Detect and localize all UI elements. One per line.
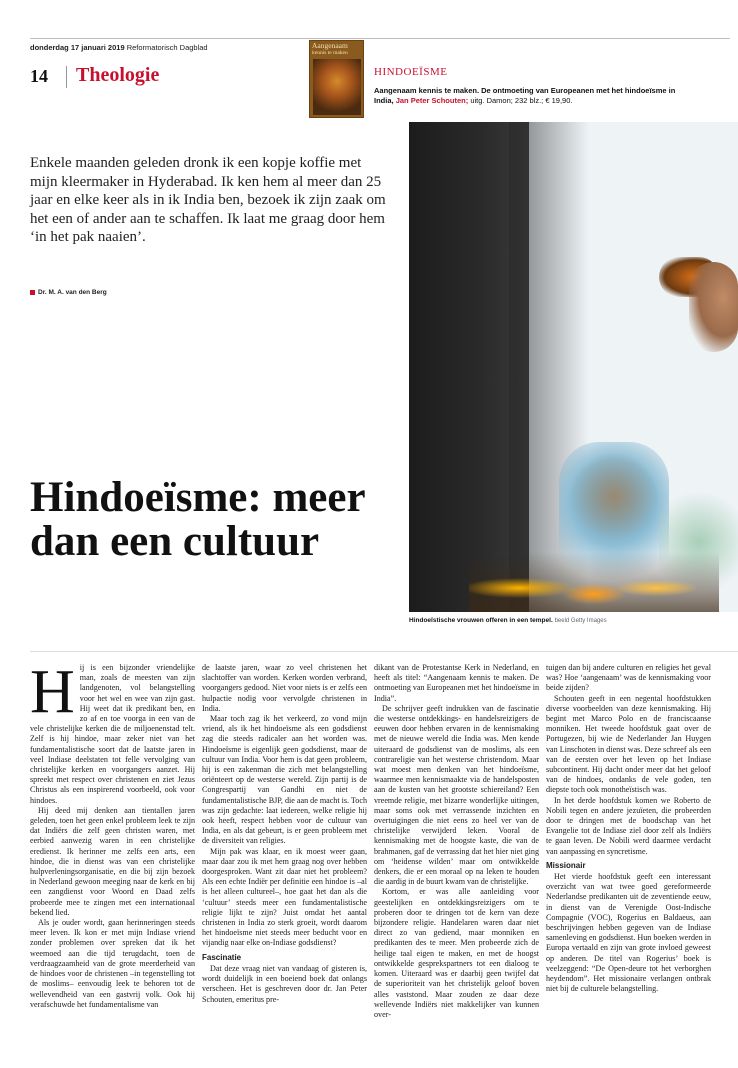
- top-rule: [30, 38, 730, 39]
- article-column-1: [30, 663, 195, 1063]
- paragraph: De schrijver geeft indrukken van de fascinatie die westerse ontdekkings- en handelsreizigers de eeuwen door hebben ervaren in de kennismaking met de nieuwe wereld die India was. Men kende uiteraard de godsdienst van de moslims, als een contrareligie van het westerse christendom. Maar wat moest men denken van het hindoeïsme, waarmee men kennismaakte via de handelsposten aan de kusten van het grootste schiereiland? Een vreemde religie, met bizarre wonderlijke uitingen, maar soms ook met verrassende inzichten en overtuigingen die niet eens zo heel ver van de christelijke verwijderd leken. Vooral de kennismaking met de hoogste kaste, die van de brahmanen, gaf de verrassing dat het hier niet ging om ‘heidense wilden’ maar om ontwikkelde denkers, die er een moraal op na leken te houden die aardig in de buurt kwam van de christelijke.: [374, 703, 539, 887]
- book-cover-subtitle: kennis te maken: [312, 50, 348, 56]
- photo-flames: [469, 552, 719, 612]
- article-column-2: [202, 663, 367, 1063]
- page-number: 14: [30, 66, 48, 86]
- article-rule: [30, 651, 738, 652]
- headline: Hindoeïsme: meer dan een cultuur: [30, 474, 365, 565]
- paragraph: dikant van de Protestantse Kerk in Nederland, en heeft als titel: “Aangenaam kennis te maken. De ontmoeting van Europeanen met het hindoeïsme in India”.: [374, 663, 539, 703]
- dateline: [30, 43, 208, 52]
- book-cover-title: Aangenaam: [312, 41, 348, 50]
- paragraph: Dat deze vraag niet van vandaag of gisteren is, wordt duidelijk in een boeiend boek dat onlangs verscheen. Het is geschreven door dr. Jan Peter Schouten, emeritus pre-: [202, 963, 367, 1004]
- book-cover-art: [313, 59, 361, 115]
- book-author: Jan Peter Schouten;: [395, 96, 469, 105]
- paragraph: Hij deed mij denken aan tientallen jaren geleden, toen het geen enkel probleem leek te zijn dat Indiërs die zelf geen christen waren, met eerbied aanwezig waren in een christelijke eredienst. Ik herinner me zelfs een arts, een hindoe, die in dienst was van een christelijke hulpverleningsorganisatie, en die bij zijn bezoek in Nederland gewoon meeging naar de kerk en bij een zangdienst voor Woord en Daad zelfs probeerde mee te zingen met een internationaal bekend lied.: [30, 805, 195, 917]
- paragraph: In het derde hoofdstuk komen we Roberto de Nobili tegen en andere jezuïeten, die probeerden door te dringen met de boodschap van het Evangelie tot de Indiase ziel door zelf als Indiërs te gaan leven. De Nobili werd daarmee verdacht van aanpassing en syncretisme.: [546, 795, 711, 856]
- header-divider: [66, 66, 67, 88]
- paragraph: tuigen dan bij andere culturen en religies het geval was? Hoe ‘aangenaam’ was de kennismaking voor beide zijden?: [546, 663, 711, 693]
- temple-photo: [409, 122, 738, 612]
- drop-cap: H: [30, 663, 75, 726]
- paragraph: Het vierde hoofdstuk geeft een interessant overzicht van wat twee goed gereformeerde Nederlandse predikanten uit de zeventiende eeuw, in dienst van de Verenigde Oost-Indische Compagnie (VOC), Rogerius en Baldaeus, aan beschrijvingen hebben gegeven van de Indiase samenleving en godsdienst. Hun boeken werden in Europa vertaald en zijn van grote invloed geweest op anderen. De titel van Rogerius’ boek is veelzeggend: “De Open-deure tot het verborghen heydendom”. Het missionaire verlangen ontbrak niet bij de culturele belangstelling.: [546, 872, 711, 994]
- photo-woman-head: [569, 452, 659, 542]
- book-cover-image: [309, 40, 364, 118]
- caption-text: Hindoeïstische vrouwen offeren in een tempel.: [409, 617, 553, 624]
- book-title: Aangenaam kennis te maken. De ontmoeting van Europeanen met het hindoeïsme in India,: [374, 86, 676, 105]
- paragraph: Schouten geeft in een negental hoofdstukken diverse voorbeelden van deze kennismaking. Hij begint met Marco Polo en de franciscaanse monniken. Het tweede hoofdstuk gaat over de Portugezen, bij wie de Nederlander Jan Huygen van Linschoten in dienst was. Deze schreef als een van de eersten over het leven op het Indiase subcontinent. Hij dacht onder meer dat het geloof van de hindoes, ondanks de vele goden, ten diepste toch ook monotheïstisch was.: [546, 693, 711, 795]
- paragraph: Maar toch zag ik het verkeerd, zo vond mijn vriend, als ik het hindoeïsme als een godsdienst zag die steeds radicaler aan het worden was. Hindoeïsme is eigenlijk geen godsdienst, maar de cultuur van India. Voor hem is dat geen probleem, hij is een zakenman die zich met belangstelling oriënteert op de westerse wereld. Zijn partij is de Congrespartij van Gandhi en niet de fundamentalistische BJP, die aan de macht is. Toch was zijn gedachte: laat iedereen, welke religie hij ook heeft, respect hebben voor de cultuur van India, en als dat gebeurt, is er geen probleem met de diversiteit van religies.: [202, 714, 367, 846]
- paragraph: Mijn pak was klaar, en ik moest weer gaan, maar daar zou ik met hem graag nog over hebben doorgesproken. Want zit daar niet het probleem? Als een echte Indiër per definitie een hindoe is –al is het alleen cultureel–, hoe gaat het dan als die ‘cultuur’ steeds meer een fundamentalistische religie lijkt te zijn? Juist omdat het aantal christenen in India zo sterk groeit, wordt daarom het hindoeïsme niet steeds meer beducht voor en vijandig naar elke on-Indiase godsdienst?: [202, 846, 367, 948]
- paragraph: de laatste jaren, waar zo veel christenen het slachtoffer van worden. Kerken worden verbrand, voorgangers gedood. Niet voor niets is er zelfs een hulpactie nodig voor vervolgde christenen in India.: [202, 663, 367, 713]
- photo-caption: [409, 617, 738, 624]
- photo-hand: [689, 262, 738, 352]
- newspaper-name: Reformatorisch Dagblad: [126, 43, 208, 52]
- book-info-heading: HINDOEÏSME: [374, 66, 448, 78]
- issue-date: donderdag 17 januari 2019: [30, 43, 125, 52]
- subheading-fascinatie: Fascinatie: [202, 952, 242, 962]
- subheading-missionair: Missionair: [546, 860, 586, 870]
- photo-credit: beeld Getty Images: [554, 618, 607, 624]
- article-column-4: [546, 663, 711, 1063]
- book-info: [374, 86, 694, 106]
- byline-author: Dr. M. A. van den Berg: [38, 289, 107, 296]
- section-title: Theologie: [76, 64, 160, 86]
- book-details: uitg. Damon; 232 blz.; € 19,90.: [470, 96, 573, 105]
- paragraph: Kortom, er was alle aanleiding voor geestelijken en ontdekkingsreizigers om te proberen door te dringen tot de kern van deze bijzondere religie. Handelaren waren daar niet direct zo van gediend, maar monniken en predikanten des te meer. Men probeerde zich de heilige taal eigen te maken, en met de hoogst ontwikkelde gesprekspartners tot een dialoog te komen. Uiteraard was er daarbij geen twijfel dat de superioriteit van het christelijk geloof boven alles vaststond. Maar zouden ze daar deze wellevende Indiërs niet makkelijker van kunnen over-: [374, 887, 539, 1019]
- article-column-3: [374, 663, 539, 1063]
- paragraph: ij is een bijzonder vriendelijke man, zoals de meesten van zijn landgenoten, vol belangstelling voor het wel en wee van zijn gast. Hij weet dat ik predikant ben, en zo af en toe voorga in een van de vele christelijke kerken die de miljoenenstad telt. Zelf is hij hindoe, maar zeker niet van het fundamentalistische soort dat de laatste jaren in veel Indiase deelstaten tot felle vervolging van christelijke kerken en voorgangers aanzet. Hij spreekt met respect over christenen en ziet Jezus Christus als een inspirerend voorbeeld, ook voor hindoes.: [30, 663, 195, 805]
- lead-paragraph: Enkele maanden geleden dronk ik een kopje koffie met mijn kleermaker in Hyderabad. Ik ken hem al meer dan 25 jaar en elke keer als in ik India ben, bezoek ik zijn zaak om het een of ander aan te schaffen. Ik laat me graag door hem ‘in het pak naaien’.: [30, 155, 386, 245]
- byline: [30, 289, 107, 296]
- byline-marker: [30, 290, 35, 295]
- paragraph: Als je ouder wordt, gaan herinneringen steeds meer leven. Ik kon er met mijn Indiase vriend zonder problemen over spreken dat ik het weemoed aan die tijd terugdacht, toen de verdraagzaamheid van de grote meerderheid van de hindoes voor de christenen –in tegenstelling tot de moslims– eenvoudig leek te behoren tot de wellevendheid van een gastvrij volk. Ook hij verafschuwde het fundamentalisme van: [30, 918, 195, 1009]
